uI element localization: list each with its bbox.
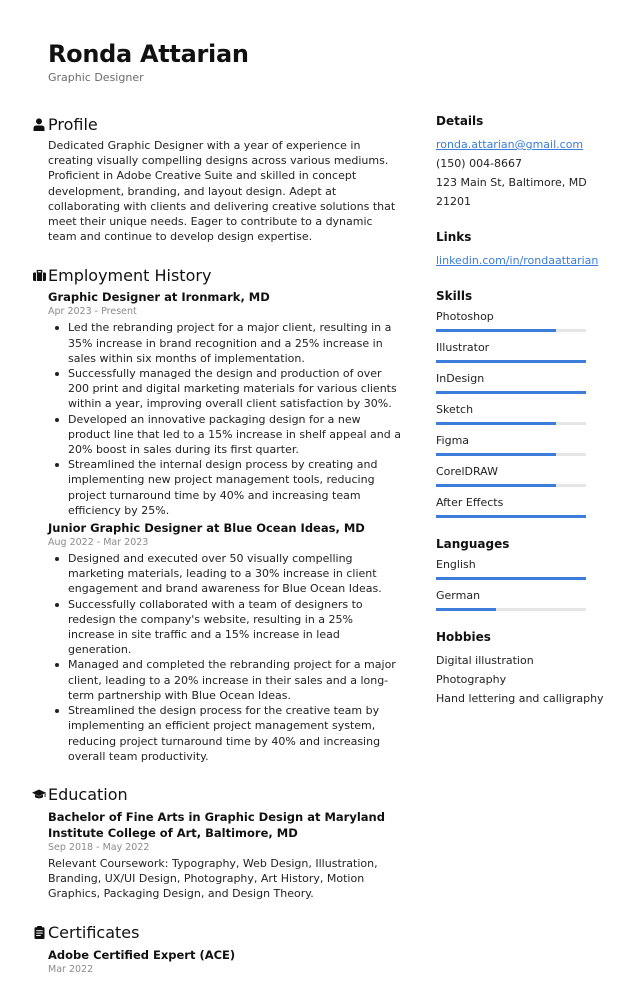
skills-level-fill: [436, 391, 586, 394]
employment-section: [30, 264, 402, 763]
languages-heading: Languages: [436, 537, 510, 551]
job-bullet: Led the rebranding project for a major client, resulting in a 35% increase in brand recognition and a 25% increase in sales within six months of implementation.: [68, 320, 402, 366]
hobby-item: Digital illustration: [436, 654, 534, 667]
education-degree: Bachelor of Fine Arts in Graphic Design at Maryland Institute College of Art, Baltimore, MD: [48, 809, 385, 840]
hobbies-list: [436, 651, 604, 708]
candidate-name: Ronda Attarian: [48, 40, 249, 68]
skills-level-fill: [436, 360, 586, 363]
profile-heading-row: [30, 113, 402, 135]
skills-item: [436, 372, 604, 394]
skills-label: Figma: [436, 434, 470, 447]
profile-summary: Dedicated Graphic Designer with a year of experience in creating visually compelling designs across various mediums. Proficient in Adobe Creative Suite and skilled in concept development, branding, and layout design. Adept at collaborating with clients and delivering creative solutions that meet their unique needs. Eager to contribute to a dynamic team and continue to develop design expertise.: [48, 139, 396, 244]
skills-item: [436, 310, 604, 332]
skills-label: After Effects: [436, 496, 504, 509]
job-bullet: Successfully collaborated with a team of designers to redesign the company's website, resulting in a 25% increase in site traffic and a 15% increase in lead generation.: [68, 597, 402, 658]
profile-heading: Profile: [48, 114, 98, 134]
languages-item: [436, 558, 604, 580]
sidebar-column: [436, 113, 604, 726]
skills-item: [436, 434, 604, 456]
skills-level-bar: [436, 360, 586, 363]
languages-level-bar: [436, 608, 586, 611]
skills-label: InDesign: [436, 372, 485, 385]
skills-level-bar: [436, 422, 586, 425]
graduation-cap-icon: [30, 786, 48, 804]
links-section: [436, 229, 604, 270]
job-bullet: Developed an innovative packaging design for a new product line that led to a 15% increase in shelf appeal and a 20% boost in sales during its first quarter.: [68, 412, 401, 457]
certificate-item: [48, 947, 402, 977]
hobby-item: Photography: [436, 673, 507, 686]
employment-heading: Employment History: [48, 265, 212, 285]
job-title: Graphic Designer at Ironmark, MD: [48, 290, 270, 305]
candidate-title: Graphic Designer: [48, 71, 144, 84]
skills-item: [436, 341, 604, 363]
skills-level-fill: [436, 422, 556, 425]
links-heading: Links: [436, 230, 472, 244]
languages-level-fill: [436, 577, 586, 580]
skills-item: [436, 465, 604, 487]
education-section: [30, 784, 402, 902]
skills-item: [436, 403, 604, 425]
phone-number: (150) 004-8667: [436, 157, 523, 170]
employment-heading-row: [30, 264, 402, 286]
skills-label: CorelDRAW: [436, 465, 498, 478]
education-heading: Education: [48, 785, 128, 805]
certificates-heading-row: [30, 922, 402, 944]
languages-label: German: [436, 589, 481, 602]
person-icon: [30, 115, 48, 133]
education-dates: Sep 2018 - May 2022: [48, 841, 150, 853]
job-entry: [48, 520, 402, 764]
skills-level-bar: [436, 484, 586, 487]
languages-level-bar: [436, 577, 586, 580]
languages-list: [436, 558, 604, 611]
briefcase-icon: [30, 266, 48, 284]
skills-label: Illustrator: [436, 341, 490, 354]
skills-level-bar: [436, 391, 586, 394]
job-title: Junior Graphic Designer at Blue Ocean Ideas, MD: [48, 521, 365, 536]
email-link[interactable]: ronda.attarian@gmail.com: [436, 138, 584, 151]
skills-level-fill: [436, 515, 586, 518]
job-dates: Aug 2022 - Mar 2023: [48, 537, 149, 549]
hobby-item: Hand lettering and calligraphy: [436, 692, 604, 705]
skills-level-fill: [436, 329, 556, 332]
main-column: [30, 113, 402, 997]
job-dates: Apr 2023 - Present: [48, 306, 137, 318]
languages-section: [436, 536, 604, 611]
job-entry: [48, 289, 402, 518]
job-bullet: Streamlined the design process for the creative team by implementing an efficient project management system, reducing project turnaround time by 40% and increasing overall team productivity.: [68, 703, 402, 764]
details-heading: Details: [436, 114, 484, 128]
certificate-date: Mar 2022: [48, 963, 94, 975]
skills-heading: Skills: [436, 289, 473, 303]
languages-level-fill: [436, 608, 496, 611]
skills-item: [436, 496, 604, 518]
certificates-heading: Certificates: [48, 923, 140, 943]
address: 123 Main St, Baltimore, MD 21201: [436, 176, 587, 208]
certificate-name: Adobe Certified Expert (ACE): [48, 947, 236, 962]
skills-label: Photoshop: [436, 310, 494, 323]
job-bullet: Streamlined the internal design process by creating and implementing new project management tools, reducing project turnaround time by 40% and increasing team efficiency by 25%.: [68, 457, 402, 518]
skills-list: [436, 310, 604, 518]
skills-section: [436, 288, 604, 518]
certificate-icon: [30, 924, 48, 942]
skills-level-bar: [436, 453, 586, 456]
education-heading-row: [30, 784, 402, 806]
skills-level-bar: [436, 329, 586, 332]
job-bullet: Designed and executed over 50 visually compelling marketing materials, leading to a 30% increase in client engagement and brand awareness for Blue Ocean Ideas.: [68, 551, 402, 597]
skills-level-fill: [436, 484, 556, 487]
jobs-list: [48, 289, 402, 763]
job-bullets: [48, 551, 402, 764]
skills-label: Sketch: [436, 403, 474, 416]
education-coursework: Relevant Coursework: Typography, Web Design, Illustration, Branding, UX/UI Design, Photography, Art History, Motion Graphics, Packaging Design, and Design Theory.: [48, 856, 378, 901]
hobbies-heading: Hobbies: [436, 630, 491, 644]
resume-header: [48, 38, 249, 85]
skills-level-bar: [436, 515, 586, 518]
job-bullet: Successfully managed the design and production of over 200 print and digital marketing materials for various clients within a year, improving overall client satisfaction by 30%.: [68, 366, 402, 412]
profile-section: [30, 113, 402, 244]
languages-item: [436, 589, 604, 611]
languages-label: English: [436, 558, 476, 571]
details-section: [436, 113, 604, 211]
linkedin-link[interactable]: linkedin.com/in/rondaattarian: [436, 254, 599, 267]
skills-level-fill: [436, 453, 556, 456]
job-bullet: Managed and completed the rebranding project for a major client, leading to a 20% increase in their sales and a long-term partnership with Blue Ocean Ideas.: [68, 657, 402, 703]
certificates-section: [30, 922, 402, 977]
hobbies-section: [436, 629, 604, 708]
job-bullets: [48, 320, 402, 518]
